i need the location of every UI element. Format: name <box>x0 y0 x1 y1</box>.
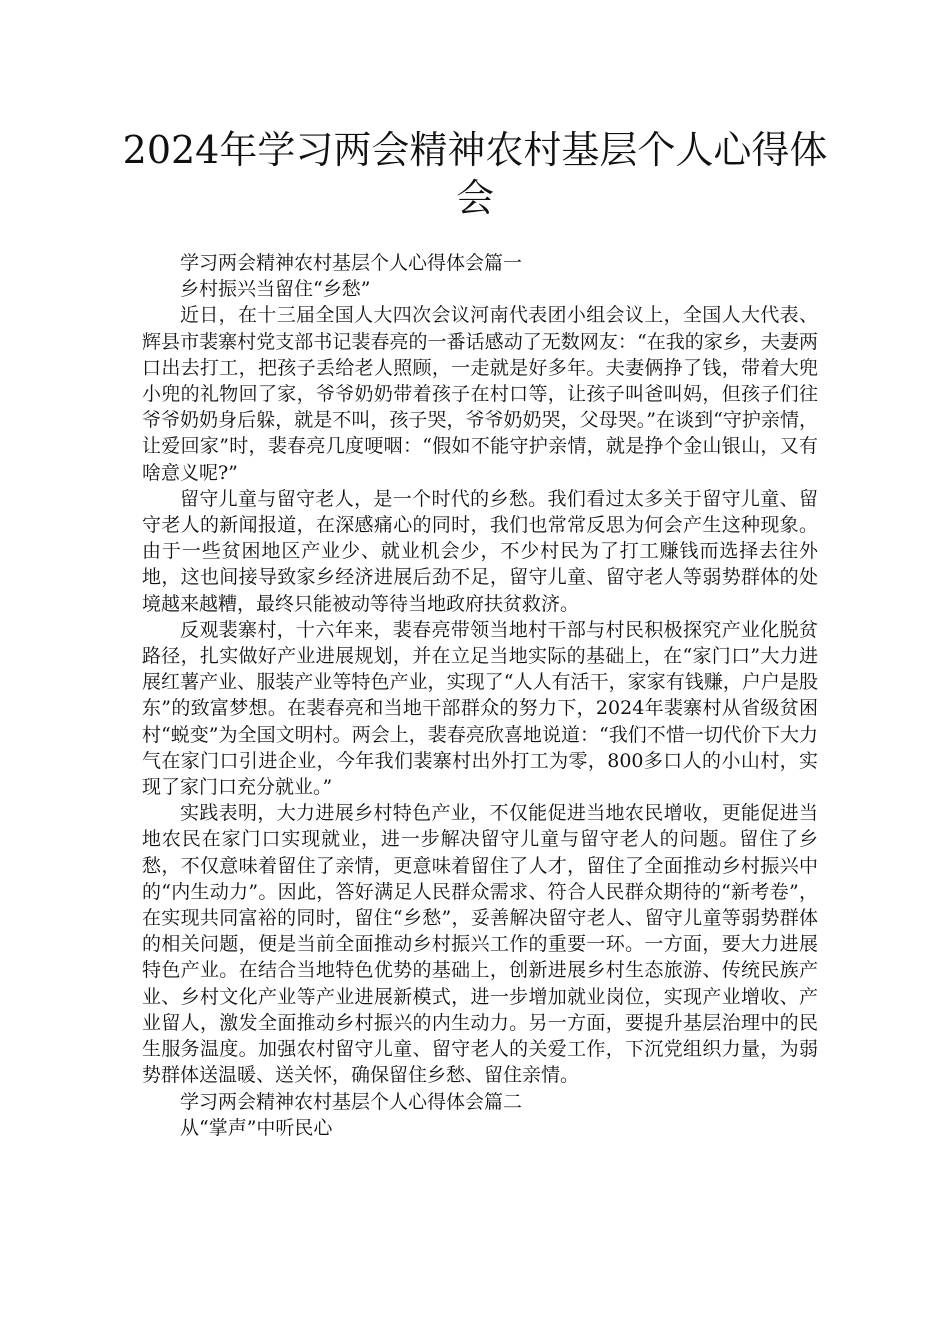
body-paragraph: 近日，在十三届全国人大四次会议河南代表团小组会议上，全国人大代表、辉县市裴寨村党支部书记裴春亮的一番话感动了无数网友：“在我的家乡，夫妻两口出去打工，把孩子丢给老人照顾，一走就是好多年。夫妻俩挣了钱，带着大兜小兜的礼物回了家，爷爷奶奶带着孩子在村口等，让孩子叫爸叫妈，但孩子们往爷爷奶奶身后躲，就是不叫，孩子哭，爷爷奶奶哭，父母哭。”在谈到“守护亲情，让爱回家”时，裴春亮几度哽咽：“假如不能守护亲情，就是挣个金山银山，又有啥意义呢?” <box>142 304 818 484</box>
section-heading-1: 学习两会精神农村基层个人心得体会篇一 <box>180 252 523 274</box>
article-subtitle-1: 乡村振兴当留住“乡愁” <box>180 278 371 301</box>
body-paragraph: 留守儿童与留守老人，是一个时代的乡愁。我们看过太多关于留守儿童、留守老人的新闻报道，在深感痛心的同时，我们也常常反思为何会产生这种现象。由于一些贫困地区产业少、就业机会少，不少村民为了打工赚钱而选择去往外地，这也间接导致家乡经济进展后劲不足，留守儿童、留守老人等弱势群体的处境越来越糟，最终只能被动等待当地政府扶贫救济。 <box>142 487 818 615</box>
body-paragraph: 反观裴寨村，十六年来，裴春亮带领当地村干部与村民积极探究产业化脱贫路径，扎实做好产业进展规划，并在立足当地实际的基础上，在“家门口”大力进展红薯产业、服装产业等特色产业，实现了“人人有活干，家家有钱赚，户户是股东”的致富梦想。在裴春亮和当地干部群众的努力下，2024年裴寨村从省级贫困村“蜕变”为全国文明村。两会上，裴春亮欣喜地说道：“我们不惜一切代价下大力气在家门口引进企业，今年我们裴寨村出外打工为零，800多口人的小山村，实现了家门口充分就业。” <box>142 618 818 799</box>
article-subtitle-2: 从“掌声”中听民心 <box>180 1116 333 1139</box>
document-title: 2024年学习两会精神农村基层个人心得体会 <box>122 128 828 220</box>
document-body <box>142 250 818 1141</box>
section-heading-2: 学习两会精神农村基层个人心得体会篇二 <box>180 1090 523 1113</box>
body-paragraph: 实践表明，大力进展乡村特色产业，不仅能促进当地农民增收，更能促进当地农民在家门口实现就业，进一步解决留守儿童与留守老人的问题。留住了乡愁，不仅意味着留住了亲情，更意味着留住了人才，留住了全面推动乡村振兴中的“内生动力”。因此，答好满足人民群众需求、符合人民群众期待的“新考卷”，在实现共同富裕的同时，留住“乡愁”，妥善解决留守老人、留守儿童等弱势群体的相关问题，便是当前全面推动乡村振兴工作的重要一环。一方面，要大力进展特色产业。在结合当地特色优势的基础上，创新进展乡村生态旅游、传统民族产业、乡村文化产业等产业进展新模式，进一步增加就业岗位，实现产业增收、产业留人，激发全面推动乡村振兴的内生动力。另一方面，要提升基层治理中的民生服务温度。加强农村留守儿童、留守老人的关爱工作，下沉党组织力量，为弱势群体送温暖、送关怀，确保留住乡愁、留住亲情。 <box>142 802 818 1087</box>
